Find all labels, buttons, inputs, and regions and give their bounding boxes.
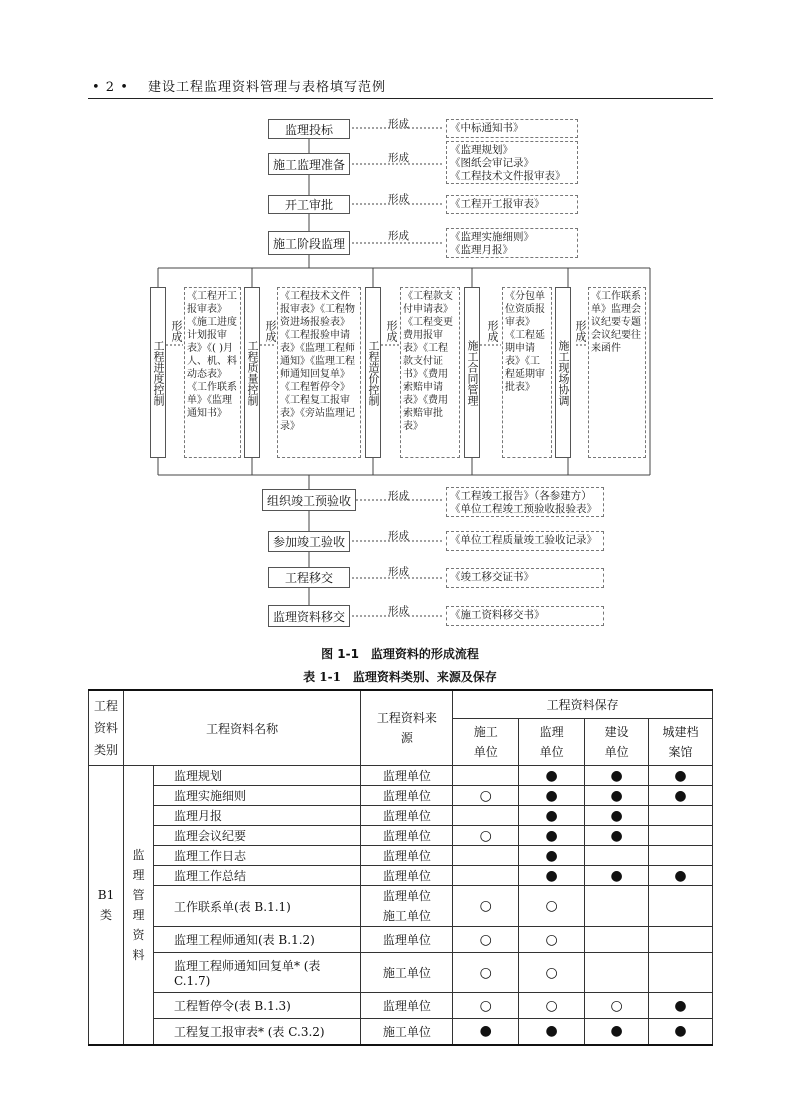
keep-mark: ●	[519, 766, 585, 786]
control-cost: 工程造价控制	[365, 287, 381, 458]
forms-label: 形成	[486, 320, 499, 342]
category-cell: B1类	[89, 766, 124, 1045]
keep-mark	[649, 806, 713, 826]
doc-source: 施工单位	[361, 953, 453, 993]
doc-box: 《监理规划》 《图纸会审记录》 《工程技术文件报审表》	[446, 141, 578, 184]
keep-mark: ○	[519, 927, 585, 953]
control-contract: 施工合同管理	[464, 287, 480, 458]
keep-mark: ○	[585, 993, 649, 1019]
keep-mark: ○	[453, 927, 519, 953]
header-category: 工程资料类别	[89, 690, 124, 766]
keep-mark: ●	[649, 786, 713, 806]
stage-pre-acceptance: 组织竣工预验收	[262, 489, 356, 511]
doc-source: 监理单位	[361, 846, 453, 866]
doc-box: 《工程开工报审表》	[446, 195, 578, 214]
keep-mark	[649, 886, 713, 927]
stage-handover: 工程移交	[268, 567, 350, 588]
doc-source: 施工单位	[361, 1019, 453, 1045]
doc-box: 《工程开工报审表》《施工进度计划报审表》《( )月人、机、料动态表》《工作联系单》《监理通知书》	[184, 287, 241, 458]
keep-mark	[453, 846, 519, 866]
keep-mark: ○	[453, 786, 519, 806]
doc-name: 监理实施细则	[153, 786, 360, 806]
forms-label: 形成	[388, 230, 409, 242]
forms-label: 形成	[388, 118, 409, 130]
doc-name: 监理工作总结	[153, 866, 360, 886]
forms-label: 形成	[388, 530, 409, 542]
doc-box: 《工作联系单》监理会议纪要专题会议纪要往来函件	[588, 287, 646, 458]
header-source: 工程资料来源	[361, 690, 453, 766]
keep-mark: ●	[519, 846, 585, 866]
keep-mark	[453, 866, 519, 886]
table-row	[89, 806, 713, 826]
control-quality: 工程质量控制	[244, 287, 260, 458]
control-coordination: 施工现场协调	[555, 287, 571, 458]
header-name: 工程资料名称	[123, 690, 360, 766]
keep-mark	[585, 927, 649, 953]
doc-source: 监理单位	[361, 786, 453, 806]
table-row	[89, 786, 713, 806]
keep-mark: ○	[453, 826, 519, 846]
keep-mark: ●	[585, 826, 649, 846]
table-row	[89, 1019, 713, 1045]
keep-mark: ○	[453, 886, 519, 927]
doc-name: 工程复工报审表* (表 C.3.2)	[153, 1019, 360, 1045]
keep-mark: ●	[649, 1019, 713, 1045]
keep-mark: ○	[519, 953, 585, 993]
forms-label: 形成	[388, 566, 409, 578]
keep-mark: ●	[453, 1019, 519, 1045]
doc-name: 工程暂停令(表 B.1.3)	[153, 993, 360, 1019]
keep-mark: ●	[585, 1019, 649, 1045]
keep-mark	[453, 806, 519, 826]
stage-start-approval: 开工审批	[268, 195, 350, 214]
doc-box: 《工程款支付申请表》《工程变更费用报审表》《工程款支付证书》《费用索赔申请表》《费用索赔审批表》	[400, 287, 460, 458]
subcategory-cell: 监理管理资料	[123, 766, 153, 1045]
stage-prep: 施工监理准备	[268, 153, 350, 175]
forms-label: 形成	[388, 193, 409, 205]
table-row	[89, 866, 713, 886]
keep-mark: ●	[519, 866, 585, 886]
header-keep: 工程资料保存	[453, 690, 713, 718]
book-title: 建设工程监理资料管理与表格填写范例	[148, 80, 387, 95]
doc-source: 监理单位 施工单位	[361, 886, 453, 927]
forms-label: 形成	[388, 490, 409, 502]
table-row	[89, 953, 713, 993]
keep-mark	[649, 953, 713, 993]
doc-source: 监理单位	[361, 806, 453, 826]
doc-source: 监理单位	[361, 826, 453, 846]
keep-mark	[585, 953, 649, 993]
keep-mark: ●	[519, 786, 585, 806]
keep-mark: ●	[519, 826, 585, 846]
stage-construction: 施工阶段监理	[268, 231, 350, 255]
doc-name: 监理工程师通知(表 B.1.2)	[153, 927, 360, 953]
forms-label: 形成	[385, 320, 398, 342]
keep-mark: ○	[519, 886, 585, 927]
data-table	[88, 689, 713, 1046]
figure-caption: 图 1-1 监理资料的形成流程	[321, 647, 479, 661]
keep-mark: ●	[649, 766, 713, 786]
keep-mark: ●	[585, 806, 649, 826]
keep-mark: ●	[519, 1019, 585, 1045]
doc-box: 《施工资料移交书》	[446, 606, 604, 626]
table-row	[89, 766, 713, 786]
doc-box: 《工程技术文件报审表》《工程物资进场报验表》《工程报验申请表》《监理工程师通知》《监理工程师通知回复单》《工程暂停令》《工程复工报审表》《旁站监理记录》	[277, 287, 361, 458]
stage-final-acceptance: 参加竣工验收	[268, 531, 350, 552]
header-keeper: 监理单位	[519, 718, 585, 765]
keep-mark	[585, 846, 649, 866]
doc-box: 《中标通知书》	[446, 119, 578, 138]
doc-source: 监理单位	[361, 866, 453, 886]
stage-docs-handover: 监理资料移交	[268, 605, 350, 627]
keep-mark: ●	[585, 866, 649, 886]
keep-mark	[453, 766, 519, 786]
doc-box: 《分包单位资质报审表》《工程延期申请表》《工程延期审批表》	[502, 287, 552, 458]
table-row	[89, 826, 713, 846]
doc-box: 《单位工程质量竣工验收记录》	[446, 531, 604, 551]
header-keeper: 建设单位	[585, 718, 649, 765]
table-row	[89, 846, 713, 866]
header-keeper: 施工单位	[453, 718, 519, 765]
table-caption: 表 1-1 监理资料类别、来源及保存	[303, 670, 497, 684]
doc-box: 《监理实施细则》 《监理月报》	[446, 228, 578, 258]
table-row	[89, 886, 713, 927]
keep-mark: ●	[519, 806, 585, 826]
stage-bid: 监理投标	[268, 119, 350, 139]
doc-name: 监理规划	[153, 766, 360, 786]
forms-label: 形成	[264, 320, 277, 342]
doc-source: 监理单位	[361, 993, 453, 1019]
forms-label: 形成	[388, 605, 409, 617]
table-row	[89, 927, 713, 953]
keep-mark: ○	[453, 953, 519, 993]
forms-label: 形成	[388, 152, 409, 164]
keep-mark: ●	[585, 766, 649, 786]
keep-mark: ●	[649, 866, 713, 886]
doc-name: 监理月报	[153, 806, 360, 826]
doc-name: 监理工程师通知回复单* (表 C.1.7)	[153, 953, 360, 993]
keep-mark	[649, 846, 713, 866]
keep-mark: ●	[649, 993, 713, 1019]
doc-source: 监理单位	[361, 927, 453, 953]
table-row	[89, 993, 713, 1019]
doc-name: 工作联系单(表 B.1.1)	[153, 886, 360, 927]
doc-name: 监理工作日志	[153, 846, 360, 866]
control-schedule: 工程进度控制	[150, 287, 166, 458]
forms-label: 形成	[574, 320, 587, 342]
forms-label: 形成	[170, 320, 183, 342]
doc-name: 监理会议纪要	[153, 826, 360, 846]
keep-mark	[585, 886, 649, 927]
header-keeper: 城建档案馆	[649, 718, 713, 765]
doc-source: 监理单位	[361, 766, 453, 786]
keep-mark	[649, 826, 713, 846]
keep-mark	[649, 927, 713, 953]
keep-mark: ○	[519, 993, 585, 1019]
page-number: • 2 •	[92, 80, 129, 95]
doc-box: 《竣工移交证书》	[446, 568, 604, 588]
doc-box: 《工程竣工报告》（各参建方） 《单位工程竣工预验收报验表》	[446, 487, 604, 517]
keep-mark: ○	[453, 993, 519, 1019]
keep-mark: ●	[585, 786, 649, 806]
